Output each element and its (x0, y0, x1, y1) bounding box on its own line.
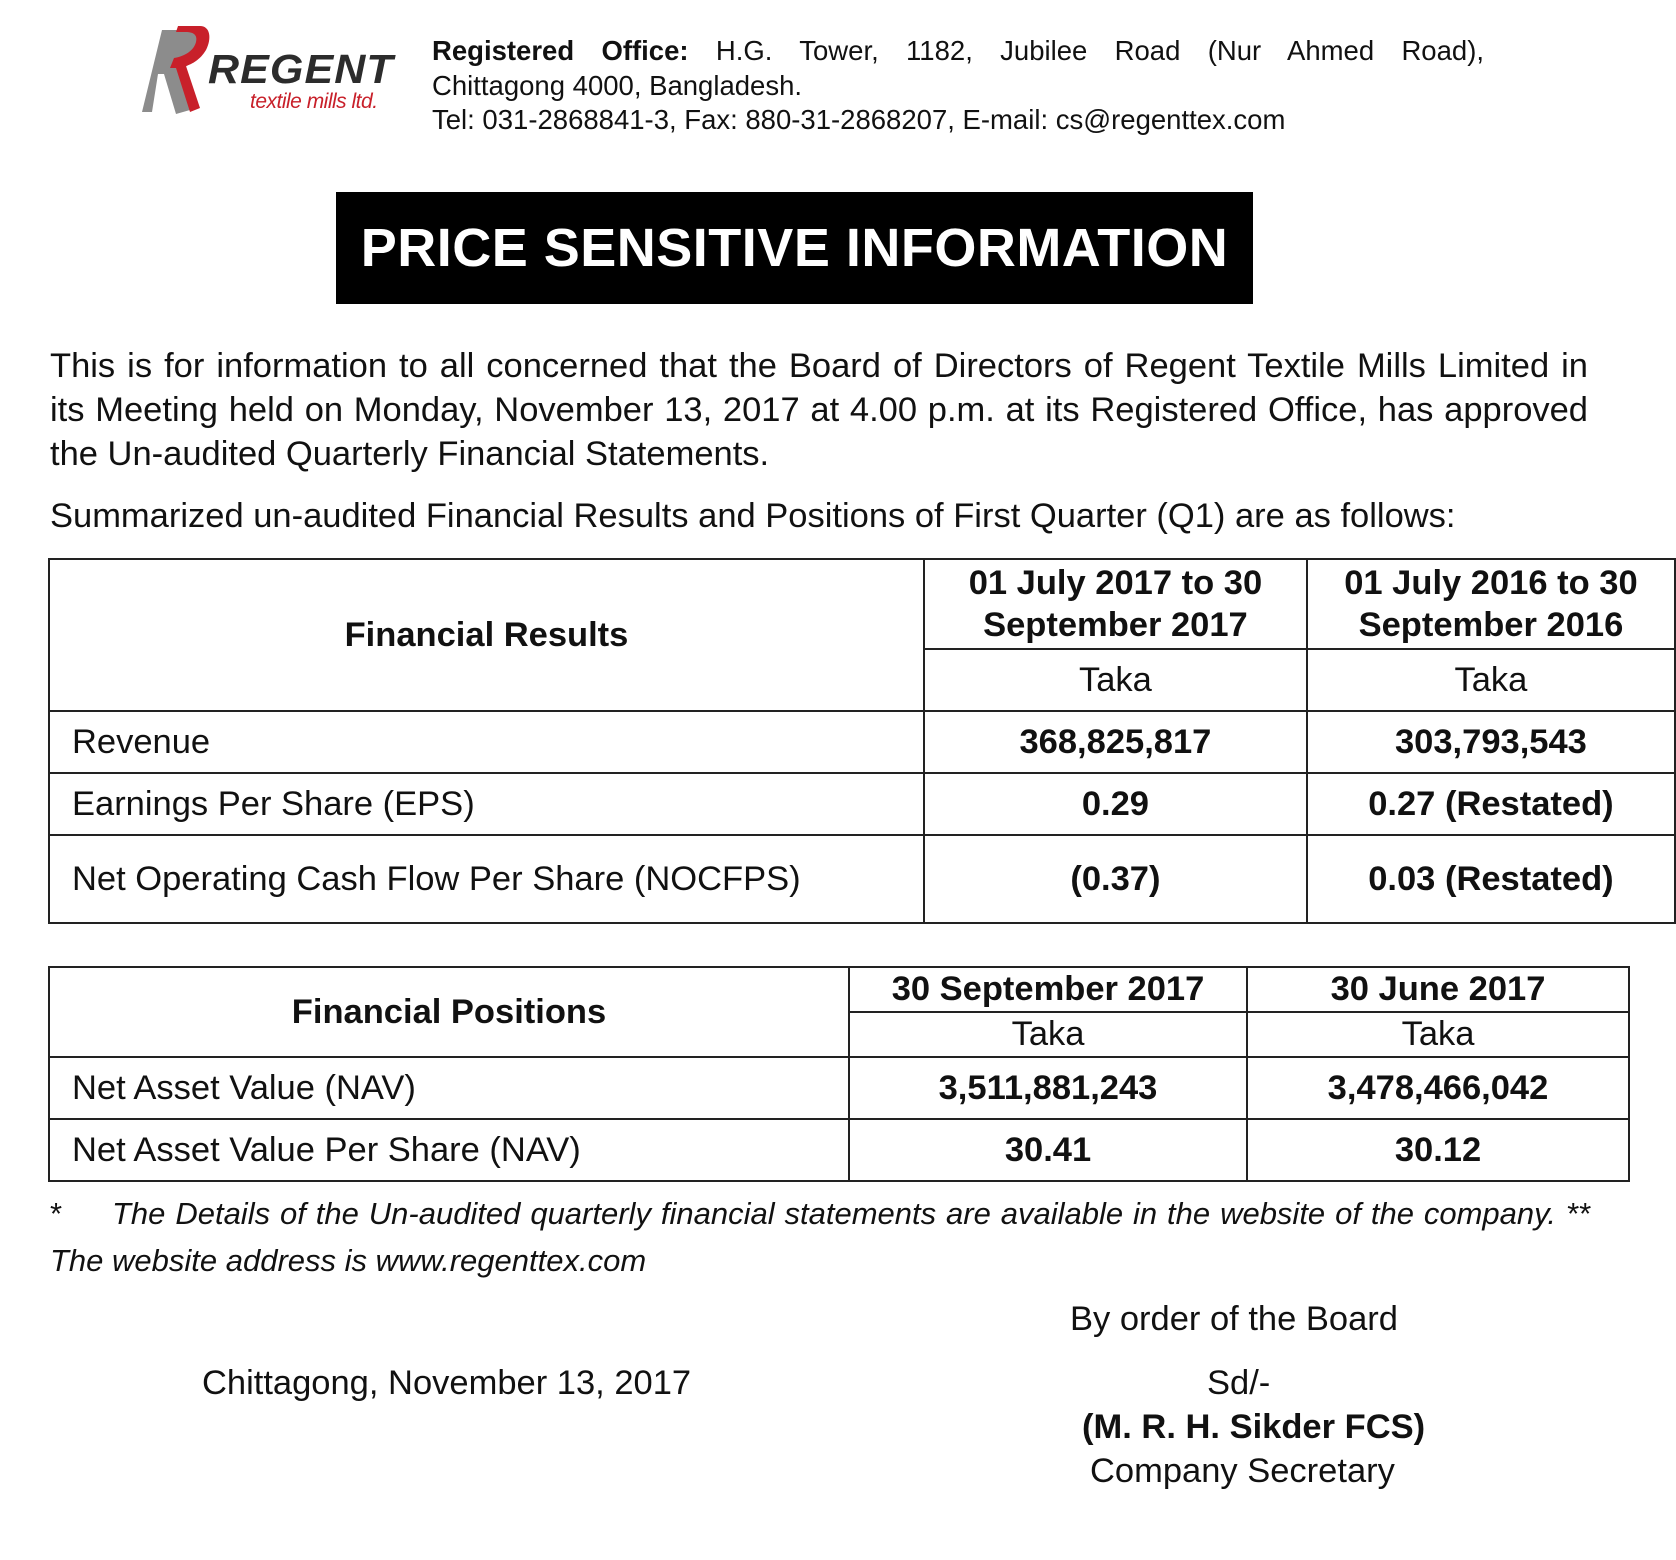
row-label-revenue: Revenue (49, 711, 924, 773)
table-header-row (49, 559, 1675, 649)
results-col1-header: 01 July 2017 to 30 September 2017 (924, 559, 1307, 649)
positions-table-title: Financial Positions (49, 967, 849, 1057)
by-order-line: By order of the Board (1070, 1300, 1398, 1338)
signatory-name: (M. R. H. Sikder FCS) (1082, 1408, 1426, 1446)
registered-office-block (432, 34, 1484, 138)
nocfps-2016-value: 0.03 (Restated) (1307, 835, 1675, 923)
row-label-eps: Earnings Per Share (EPS) (49, 773, 924, 835)
nav-sep-2017-value: 3,511,881,243 (849, 1057, 1247, 1119)
table-row (49, 1057, 1629, 1119)
signed-marker: Sd/- (1207, 1364, 1271, 1402)
office-label: Registered Office: (432, 35, 689, 66)
office-contact-line: Tel: 031-2868841-3, Fax: 880-31-2868207, E-mail: cs@regenttex.com (432, 104, 1286, 135)
company-logo (142, 24, 402, 120)
positions-col1-header: 30 September 2017 (849, 967, 1247, 1012)
table-row (49, 1119, 1629, 1181)
nav-jun-2017-value: 3,478,466,042 (1247, 1057, 1629, 1119)
place-date-line: Chittagong, November 13, 2017 (202, 1364, 692, 1402)
intro-paragraph: This is for information to all concerned that the Board of Directors of Regent Textile Mills Limited in its Meeting held on Monday, November 13, 2017 at 4.00 p.m. at its Registered Office, has approved the Un-audited Quarterly Financial Statements. (50, 347, 1588, 473)
financial-results-table (48, 558, 1676, 924)
table-header-row (49, 967, 1629, 1012)
office-address-line1 (432, 34, 1484, 69)
logo-tagline: textile mills ltd. (250, 90, 378, 113)
financial-positions-table (48, 966, 1630, 1182)
row-label-nav: Net Asset Value (NAV) (49, 1057, 849, 1119)
results-col2-unit: Taka (1307, 649, 1675, 711)
row-label-navps: Net Asset Value Per Share (NAV) (49, 1119, 849, 1181)
footnote-text: The Details of the Un-audited quarterly financial statements are available in the website of the company. ** The website address is www.regenttex.com (50, 1196, 1590, 1278)
positions-col1-unit: Taka (849, 1012, 1247, 1057)
positions-col2-header: 30 June 2017 (1247, 967, 1629, 1012)
page-title-banner: PRICE SENSITIVE INFORMATION (336, 192, 1253, 304)
navps-sep-2017-value: 30.41 (849, 1119, 1247, 1181)
nocfps-2017-value: (0.37) (924, 835, 1307, 923)
navps-jun-2017-value: 30.12 (1247, 1119, 1629, 1181)
logo-wordmark: REGENT (208, 46, 394, 92)
eps-2017-value: 0.29 (924, 773, 1307, 835)
row-label-nocfps: Net Operating Cash Flow Per Share (NOCFPS) (49, 835, 924, 923)
summary-line: Summarized un-audited Financial Results and Positions of First Quarter (Q1) are as follows: (50, 497, 1456, 535)
office-address-line2: Chittagong 4000, Bangladesh. (432, 69, 803, 101)
table-row (49, 711, 1675, 773)
revenue-2016-value: 303,793,543 (1307, 711, 1675, 773)
table-row (49, 773, 1675, 835)
revenue-2017-value: 368,825,817 (924, 711, 1307, 773)
footnote (50, 1190, 1590, 1284)
results-col1-unit: Taka (924, 649, 1307, 711)
footnote-marker: * (50, 1196, 63, 1231)
regent-r-mark-icon (142, 24, 212, 120)
eps-2016-value: 0.27 (Restated) (1307, 773, 1675, 835)
table-row (49, 835, 1675, 923)
office-address: H.G. Tower, 1182, Jubilee Road (Nur Ahmed Road), (715, 35, 1484, 66)
results-table-title: Financial Results (49, 559, 924, 711)
positions-col2-unit: Taka (1247, 1012, 1629, 1057)
results-col2-header: 01 July 2016 to 30 September 2016 (1307, 559, 1675, 649)
signatory-designation: Company Secretary (1090, 1452, 1395, 1490)
